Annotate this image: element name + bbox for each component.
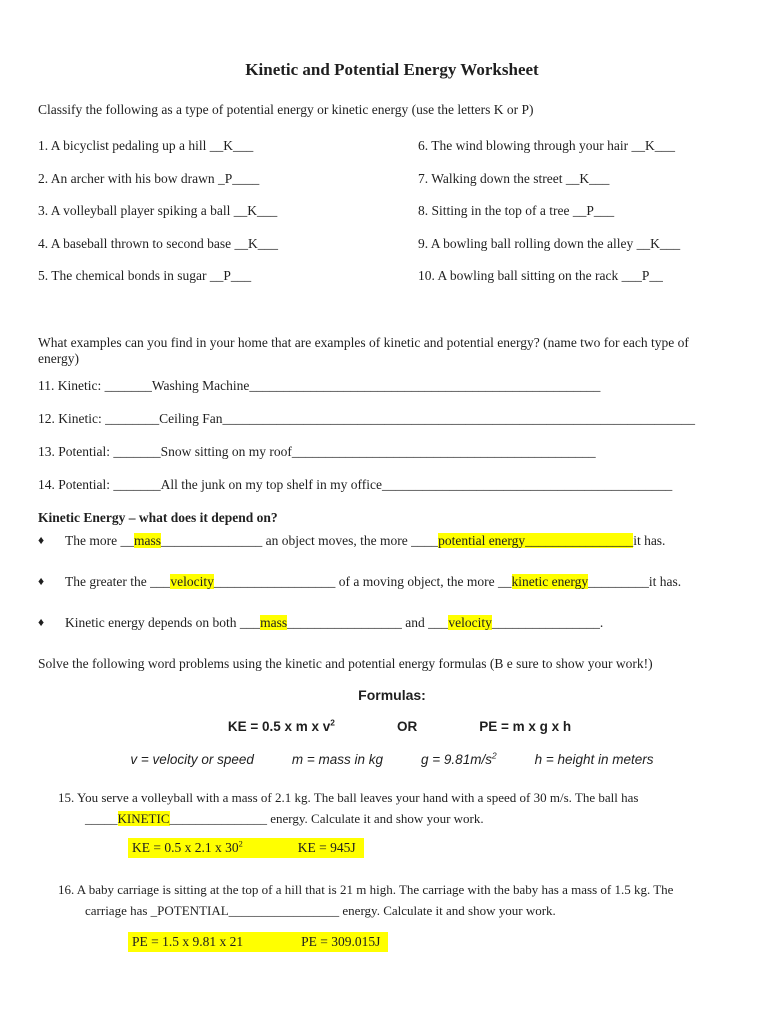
classify-column-left	[38, 138, 418, 301]
bullet-1-seg: it has.	[633, 532, 666, 548]
ke-work-result: KE = 945J	[297, 839, 356, 855]
classify-section	[38, 138, 746, 301]
classify-item-9: 9. A bowling ball rolling down the alley __K___	[418, 235, 681, 251]
depend-bullet-2-text	[65, 574, 681, 589]
bullet-3-highlight-velocity: velocity	[448, 614, 492, 630]
home-example-13: 13. Potential: _______Snow sitting on my roof_____________________________________________	[38, 443, 596, 459]
diamond-bullet-icon: ♦	[38, 573, 45, 588]
word-problems-instructions: Solve the following word problems using the kinetic and potential energy formulas (B e sure to show your work!)	[38, 655, 653, 671]
home-examples-prompt	[38, 335, 746, 367]
ke-work-exponent: 2	[238, 839, 243, 848]
depend-bullet-1-text	[65, 533, 665, 548]
def-gravity	[421, 752, 497, 768]
bullet-1-highlight-potential-energy: potential energy________________	[438, 532, 634, 548]
problem-16-line2: carriage has _POTENTIAL_________________ energy. Calculate it and show your work.	[85, 902, 556, 918]
ke-formula-base: KE = 0.5 x m x v	[227, 718, 331, 734]
problem-15-work-highlight	[128, 838, 364, 858]
home-example-11: 11. Kinetic: _______Washing Machine____________________________________________________	[38, 377, 601, 393]
bullet-2-highlight-kinetic-energy: kinetic energy	[511, 573, 589, 589]
bullet-2-seg: __________________ of a moving object, the more __	[213, 573, 512, 589]
ke-formula-exponent: 2	[330, 717, 335, 727]
pe-work-expression: PE = 1.5 x 9.81 x 21	[132, 933, 244, 949]
pe-formula: PE = m x g x h	[479, 718, 572, 734]
worksheet-title: Kinetic and Potential Energy Worksheet	[245, 60, 539, 79]
ke-formula	[228, 719, 335, 735]
home-examples-list	[38, 378, 746, 492]
def-gravity-base: g = 9.81m/s	[421, 751, 492, 767]
diamond-bullet-icon: ♦	[38, 532, 45, 547]
classify-item-1: 1. A bicyclist pedaling up a hill __K___	[38, 138, 254, 153]
depend-bullet-3-text	[65, 615, 603, 630]
diamond-bullet-icon: ♦	[38, 614, 45, 629]
problem-16-work	[128, 932, 746, 952]
classify-item-8: 8. Sitting in the top of a tree __P___	[418, 203, 615, 218]
kinetic-energy-heading: Kinetic Energy – what does it depend on?	[38, 509, 278, 525]
problem-16-work-highlight	[128, 932, 388, 952]
classify-item-2: 2. An archer with his bow drawn _P____	[38, 170, 260, 186]
pe-work-result: PE = 309.015J	[301, 933, 381, 949]
or-label: OR	[396, 718, 418, 734]
depend-bullet-2	[38, 574, 746, 589]
bullet-3-seg: Kinetic energy depends on both ___	[65, 614, 261, 630]
home-examples-prompt-line1: What examples can you find in your home that are examples of kinetic and potential energy? (name two for each type of	[38, 334, 689, 350]
depend-bullet-list	[38, 533, 746, 630]
variable-definitions-row	[38, 752, 746, 768]
bullet-3-seg: _________________ and ___	[287, 614, 449, 630]
bullet-3-highlight-mass: mass	[260, 614, 288, 630]
home-example-12: 12. Kinetic: ________Ceiling Fan______________________________________________________________________	[38, 410, 695, 426]
bullet-3-seg: ________________.	[491, 614, 604, 630]
bullet-2-seg: _________it has.	[588, 573, 682, 589]
problem-15-highlight-kinetic: KINETIC	[117, 810, 170, 826]
def-gravity-exponent: 2	[491, 750, 497, 760]
home-example-14: 14. Potential: _______All the junk on my top shelf in my office___________________________________________	[38, 476, 673, 492]
problem-15-line2	[38, 808, 746, 829]
problem-16	[38, 879, 746, 921]
def-height: h = height in meters	[534, 751, 654, 767]
def-velocity: v = velocity or speed	[130, 751, 254, 767]
depend-bullet-3	[38, 615, 746, 630]
problem-15-blank-pre: _____	[85, 810, 118, 826]
classify-instructions: Classify the following as a type of potential energy or kinetic energy (use the letters K or P)	[38, 102, 534, 117]
problem-15	[38, 787, 746, 829]
ke-work-expression: KE = 0.5 x 2.1 x 30	[132, 839, 239, 855]
home-examples-prompt-line2: energy)	[38, 350, 79, 366]
classify-item-6: 6. The wind blowing through your hair __K___	[418, 138, 675, 153]
formulas-heading: Formulas:	[358, 686, 426, 703]
classify-item-7: 7. Walking down the street __K___	[418, 170, 610, 186]
problem-15-work	[128, 838, 746, 858]
problem-16-line1: 16. A baby carriage is sitting at the top of a hill that is 21 m high. The carriage with the baby has a mass of 1.5 kg. The	[58, 881, 674, 897]
classify-item-5: 5. The chemical bonds in sugar __P___	[38, 268, 252, 283]
bullet-1-seg: _______________ an object moves, the more ____	[160, 532, 439, 548]
classify-item-4: 4. A baseball thrown to second base __K___	[38, 235, 278, 251]
def-mass: m = mass in kg	[291, 751, 384, 767]
bullet-1-seg: The more __	[65, 532, 134, 548]
depend-bullet-1	[38, 533, 746, 548]
formula-row	[53, 719, 746, 735]
problem-15-blank-post: _______________ energy. Calculate it and show your work.	[169, 810, 484, 826]
classify-item-3: 3. A volleyball player spiking a ball __K___	[38, 203, 278, 218]
problem-15-line1: 15. You serve a volleyball with a mass of 2.1 kg. The ball leaves your hand with a speed of 30 m/s. The ball has	[58, 789, 639, 805]
bullet-1-highlight-mass: mass	[133, 532, 161, 548]
classify-item-10: 10. A bowling ball sitting on the rack ___P__	[418, 268, 663, 283]
bullet-2-seg: The greater the ___	[65, 573, 171, 589]
classify-column-right	[418, 138, 746, 301]
bullet-2-highlight-velocity: velocity	[170, 573, 214, 589]
